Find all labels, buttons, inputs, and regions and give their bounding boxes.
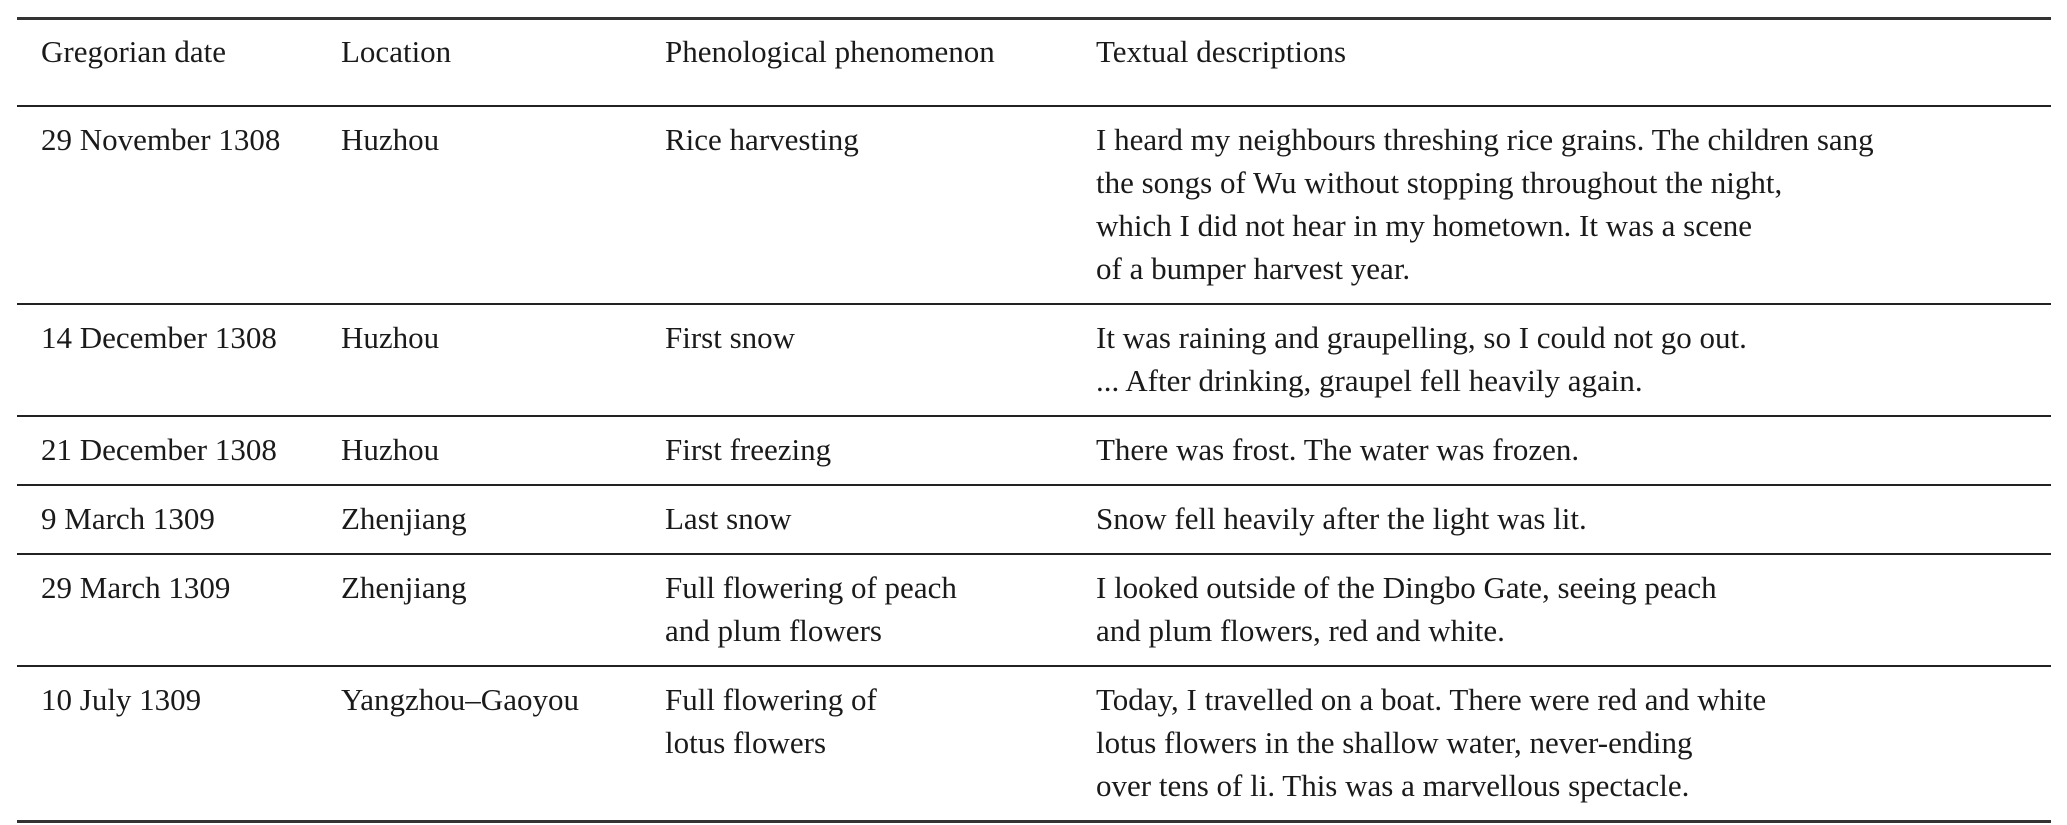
table-row	[17, 666, 2051, 822]
cell-description	[1096, 666, 2051, 822]
cell-date: 14 December 1308	[41, 320, 277, 355]
cell-phenomenon	[665, 106, 1096, 304]
phenomenon-line: Last snow	[665, 501, 792, 536]
description-line: Today, I travelled on a boat. There were red and white	[1096, 682, 1767, 717]
description-line: of a bumper harvest year.	[1096, 251, 1411, 286]
cell-date: 9 March 1309	[41, 501, 215, 536]
phenomenon-line: and plum flowers	[665, 613, 882, 648]
cell-date: 29 November 1308	[41, 122, 281, 157]
phenology-table-container	[17, 17, 2051, 823]
cell-description	[1096, 106, 2051, 304]
cell-location: Yangzhou–Gaoyou	[341, 682, 579, 717]
cell-date: 21 December 1308	[41, 432, 277, 467]
column-header-description: Textual descriptions	[1096, 34, 1347, 69]
description-line: Snow fell heavily after the light was lit.	[1096, 501, 1587, 536]
phenomenon-line: Full flowering of peach	[665, 570, 957, 605]
table-row	[17, 416, 2051, 485]
description-line: It was raining and graupelling, so I could not go out.	[1096, 320, 1747, 355]
phenomenon-line: First snow	[665, 320, 796, 355]
description-line: I heard my neighbours threshing rice grains. The children sang	[1096, 122, 1874, 157]
cell-location: Huzhou	[341, 320, 440, 355]
description-line: the songs of Wu without stopping throughout the night,	[1096, 165, 1783, 200]
table-row	[17, 485, 2051, 554]
cell-location: Huzhou	[341, 432, 440, 467]
cell-phenomenon	[665, 554, 1096, 666]
table-row	[17, 106, 2051, 304]
description-line: and plum flowers, red and white.	[1096, 613, 1505, 648]
header-row	[17, 19, 2051, 107]
phenology-table	[17, 17, 2051, 823]
table-header	[17, 19, 2051, 107]
description-line: I looked outside of the Dingbo Gate, seeing peach	[1096, 570, 1717, 605]
cell-location: Zhenjiang	[341, 501, 467, 536]
description-line: lotus flowers in the shallow water, never-ending	[1096, 725, 1693, 760]
description-line: There was frost. The water was frozen.	[1096, 432, 1580, 467]
phenomenon-line: Full flowering of	[665, 682, 877, 717]
column-header-phenomenon: Phenological phenomenon	[665, 34, 995, 69]
description-line: ... After drinking, graupel fell heavily again.	[1096, 363, 1643, 398]
cell-date: 29 March 1309	[41, 570, 231, 605]
cell-description	[1096, 554, 2051, 666]
table-body	[17, 106, 2051, 822]
cell-phenomenon	[665, 666, 1096, 822]
column-header-date: Gregorian date	[41, 34, 227, 69]
cell-phenomenon	[665, 485, 1096, 554]
cell-phenomenon	[665, 304, 1096, 416]
cell-location: Zhenjiang	[341, 570, 467, 605]
phenomenon-line: First freezing	[665, 432, 832, 467]
cell-description	[1096, 304, 2051, 416]
cell-description	[1096, 416, 2051, 485]
cell-phenomenon	[665, 416, 1096, 485]
cell-description	[1096, 485, 2051, 554]
table-row	[17, 304, 2051, 416]
cell-date: 10 July 1309	[41, 682, 202, 717]
phenomenon-line: lotus flowers	[665, 725, 827, 760]
phenomenon-line: Rice harvesting	[665, 122, 859, 157]
table-row	[17, 554, 2051, 666]
column-header-location: Location	[341, 34, 452, 69]
cell-location: Huzhou	[341, 122, 440, 157]
description-line: over tens of li. This was a marvellous spectacle.	[1096, 768, 1690, 803]
description-line: which I did not hear in my hometown. It was a scene	[1096, 208, 1752, 243]
